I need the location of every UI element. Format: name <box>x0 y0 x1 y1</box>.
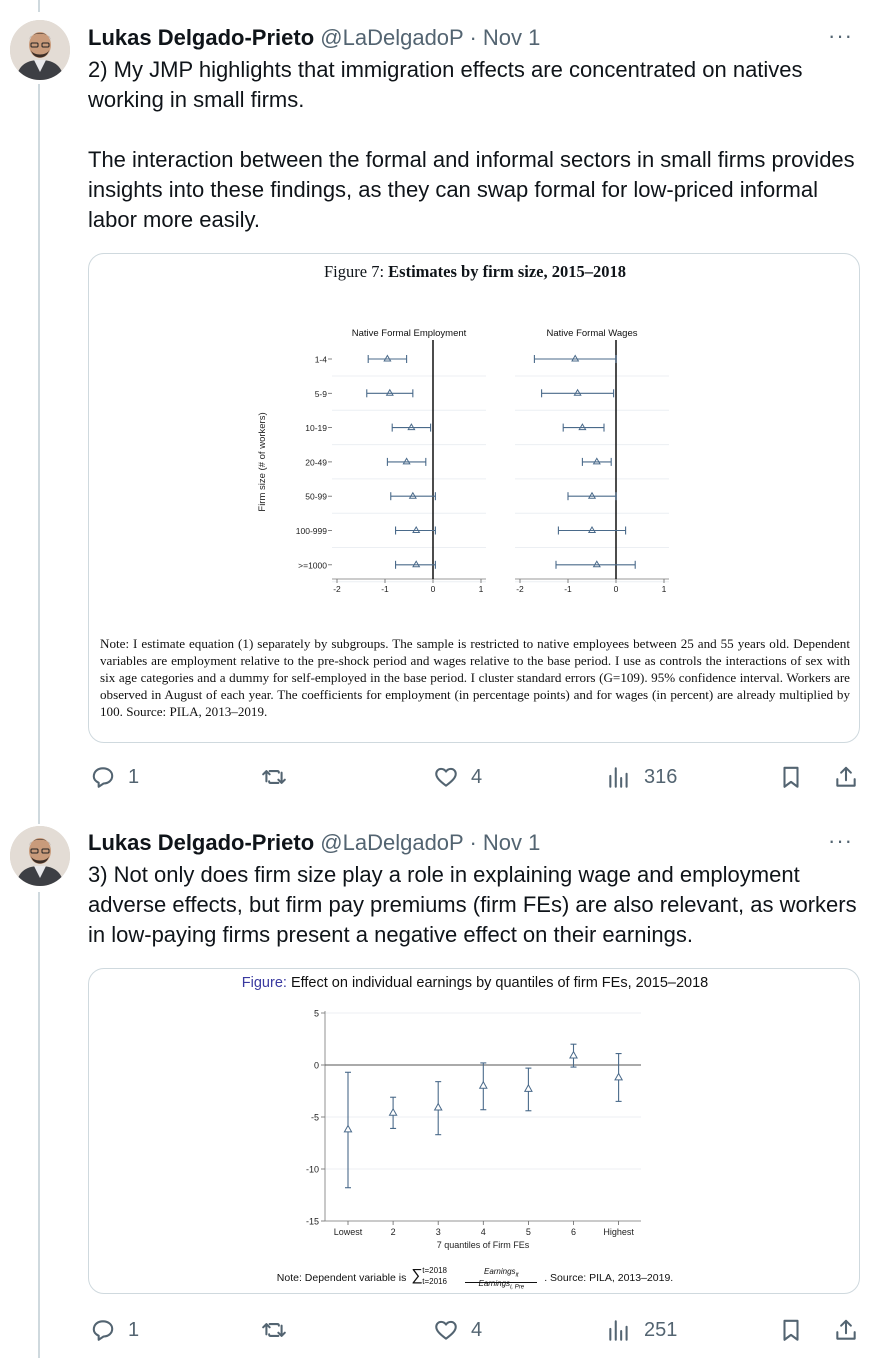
formula-denominator: Earnings <box>478 1279 511 1288</box>
reply-icon <box>90 764 116 790</box>
data-point <box>594 458 600 464</box>
category-label: >=1000 <box>298 560 327 571</box>
x-tick-label: -2 <box>516 584 524 594</box>
reply-button[interactable] <box>90 762 139 792</box>
category-label: 50-99 <box>305 491 327 502</box>
bookmark-icon <box>778 1317 804 1343</box>
data-point <box>403 458 409 464</box>
category-label: 5-9 <box>314 388 327 399</box>
bookmark-icon <box>778 764 804 790</box>
x-tick-label: 0 <box>613 584 619 594</box>
data-point <box>387 390 393 396</box>
figure-note <box>89 1266 860 1290</box>
data-point <box>570 1052 577 1058</box>
data-point <box>579 424 585 430</box>
y-tick-label: -10 <box>305 1164 319 1175</box>
data-point <box>589 493 595 499</box>
share-button[interactable] <box>833 762 859 792</box>
x-tick-label: 3 <box>435 1227 441 1237</box>
bookmark-button[interactable] <box>778 762 804 792</box>
x-tick-label: 2 <box>390 1227 396 1237</box>
avatar[interactable] <box>10 20 70 80</box>
reply-count: 1 <box>128 1318 140 1341</box>
formula-sum-top: t=2018 <box>422 1266 447 1275</box>
share-button[interactable] <box>833 1315 859 1345</box>
category-label: 100-999 <box>295 526 327 536</box>
action-bar <box>88 762 868 792</box>
category-label: 10-19 <box>305 423 327 434</box>
x-tick-label: 1 <box>661 584 667 594</box>
data-point <box>344 1125 351 1131</box>
action-bar <box>88 1315 868 1345</box>
figure-title-prefix: Figure: <box>241 975 287 991</box>
data-point <box>390 1109 397 1115</box>
repost-icon <box>260 764 288 790</box>
data-point <box>525 1085 532 1091</box>
tweet-paragraph: 2) My JMP highlights that immigration effects are concentrated on natives working in small firms. <box>88 57 803 112</box>
tweet-image[interactable] <box>88 968 860 1294</box>
views-count: 316 <box>644 765 678 788</box>
tweet-header <box>88 829 540 857</box>
views-icon <box>606 764 632 790</box>
y-tick-label: -15 <box>305 1216 319 1227</box>
views-count: 251 <box>644 1318 678 1341</box>
panel-title: Native Formal Wages <box>546 328 638 339</box>
tweet-header <box>88 24 540 52</box>
reply-button[interactable] <box>90 1315 139 1345</box>
figure-title <box>89 262 860 282</box>
x-tick-label: 6 <box>570 1227 577 1237</box>
avatar[interactable] <box>10 826 70 886</box>
tweet-date[interactable]: · Nov 1 <box>469 25 541 50</box>
x-tick-label: 0 <box>430 584 436 594</box>
formula-numerator: Earnings <box>483 1267 516 1276</box>
firm-fe-chart <box>89 1005 860 1265</box>
data-point <box>480 1082 487 1088</box>
x-tick-label: 4 <box>480 1227 486 1237</box>
tweet-text <box>88 860 858 950</box>
tweet-2[interactable] <box>0 812 880 1358</box>
reply-count: 1 <box>128 765 140 788</box>
x-tick-label: Lowest <box>333 1227 363 1237</box>
category-label: 1-4 <box>314 354 327 365</box>
figure-title-text: Effect on individual earnings by quantiles of firm FEs, 2015–2018 <box>290 975 709 991</box>
formula-numerator-sub: it <box>515 1272 519 1279</box>
author-handle[interactable]: @LaDelgadoP <box>320 25 464 50</box>
data-point <box>413 561 419 567</box>
author-name[interactable]: Lukas Delgado-Prieto <box>88 830 315 855</box>
like-button[interactable] <box>433 1315 482 1345</box>
data-point <box>384 356 390 362</box>
data-point <box>574 390 580 396</box>
x-tick-label: -1 <box>381 584 389 594</box>
tweet-paragraph: The interaction between the formal and informal sectors in small firms provides insights into these findings, as they can swap formal for low-priced informal labor more easily. <box>88 147 855 232</box>
like-count: 4 <box>471 765 483 788</box>
data-point <box>572 356 578 362</box>
share-icon <box>833 1317 859 1343</box>
tweet-text <box>88 55 858 235</box>
heart-icon <box>433 764 459 790</box>
heart-icon <box>433 1317 459 1343</box>
figure-note: Note: I estimate equation (1) separately by subgroups. The sample is restricted to native employees between 25 and 55 years old. Dependent variables are employment relative to the pre-shock period and wages relative to the base period. I use as controls the interactions of sex with six age categories and a dummy for self-employed in the base period. I cluster standard errors (G=109). 95% confidence interval. Workers are observed in August of each year. The coefficients for employment (in percentage points) and for wages (in percent) are already multiplied by 100. Source: PILA, 2013–2019. <box>100 636 850 720</box>
x-tick-label: -2 <box>333 584 341 594</box>
views-button[interactable] <box>606 1315 677 1345</box>
figure-title-text: Estimates by firm size, 2015–2018 <box>388 262 626 281</box>
author-handle[interactable]: @LaDelgadoP <box>320 830 464 855</box>
repost-icon <box>260 1317 288 1343</box>
author-name[interactable]: Lukas Delgado-Prieto <box>88 25 315 50</box>
data-point <box>408 424 414 430</box>
figure-title-prefix: Figure 7: <box>323 262 385 281</box>
repost-button[interactable] <box>260 1315 300 1345</box>
data-point <box>589 527 595 533</box>
tweet-paragraph: 3) Not only does firm size play a role in explaining wage and employment adverse effects, but firm pay premiums (firm FEs) are also relevant, as workers in low-paying firms present a negative effect on their earnings. <box>88 862 857 947</box>
views-button[interactable] <box>606 762 677 792</box>
tweet-date[interactable]: · Nov 1 <box>469 830 541 855</box>
bookmark-button[interactable] <box>778 1315 804 1345</box>
more-options-button[interactable]: ··· <box>828 23 853 48</box>
reply-icon <box>90 1317 116 1343</box>
x-axis-label: 7 quantiles of Firm FEs <box>436 1240 530 1250</box>
data-point <box>410 493 416 499</box>
y-tick-label: 5 <box>313 1008 319 1019</box>
formula: ∑ t=2018 t=2016 Earnings$_{it}$ Earnings$_{i, Pre}$ <box>409 1266 541 1290</box>
firm-size-chart <box>89 314 860 684</box>
y-tick-label: -5 <box>310 1112 319 1123</box>
figure-note-suffix: . Source: PILA, 2013–2019. <box>544 1271 674 1284</box>
data-point <box>413 527 419 533</box>
share-icon <box>833 764 859 790</box>
data-point <box>594 561 600 567</box>
data-point <box>435 1104 442 1110</box>
like-button[interactable] <box>433 762 482 792</box>
repost-button[interactable] <box>260 762 300 792</box>
category-label: 20-49 <box>305 457 327 468</box>
x-tick-label: 5 <box>525 1227 531 1237</box>
views-icon <box>606 1317 632 1343</box>
y-tick-label: 0 <box>313 1060 319 1071</box>
x-tick-label: Highest <box>603 1227 634 1237</box>
like-count: 4 <box>471 1318 483 1341</box>
y-axis-label: Firm size (# of workers) <box>257 412 268 512</box>
more-options-button[interactable]: ··· <box>828 828 853 853</box>
formula-denominator-sub: i, Pre <box>510 1284 525 1291</box>
panel-title: Native Formal Employment <box>351 328 467 339</box>
figure-note-prefix: Note: Dependent variable is <box>276 1271 407 1284</box>
x-tick-label: 1 <box>478 584 484 594</box>
formula-sum-bottom: t=2016 <box>422 1277 447 1286</box>
tweet-image[interactable] <box>88 253 860 743</box>
x-tick-label: -1 <box>564 584 572 594</box>
figure-title <box>89 975 860 991</box>
data-point <box>615 1073 622 1079</box>
